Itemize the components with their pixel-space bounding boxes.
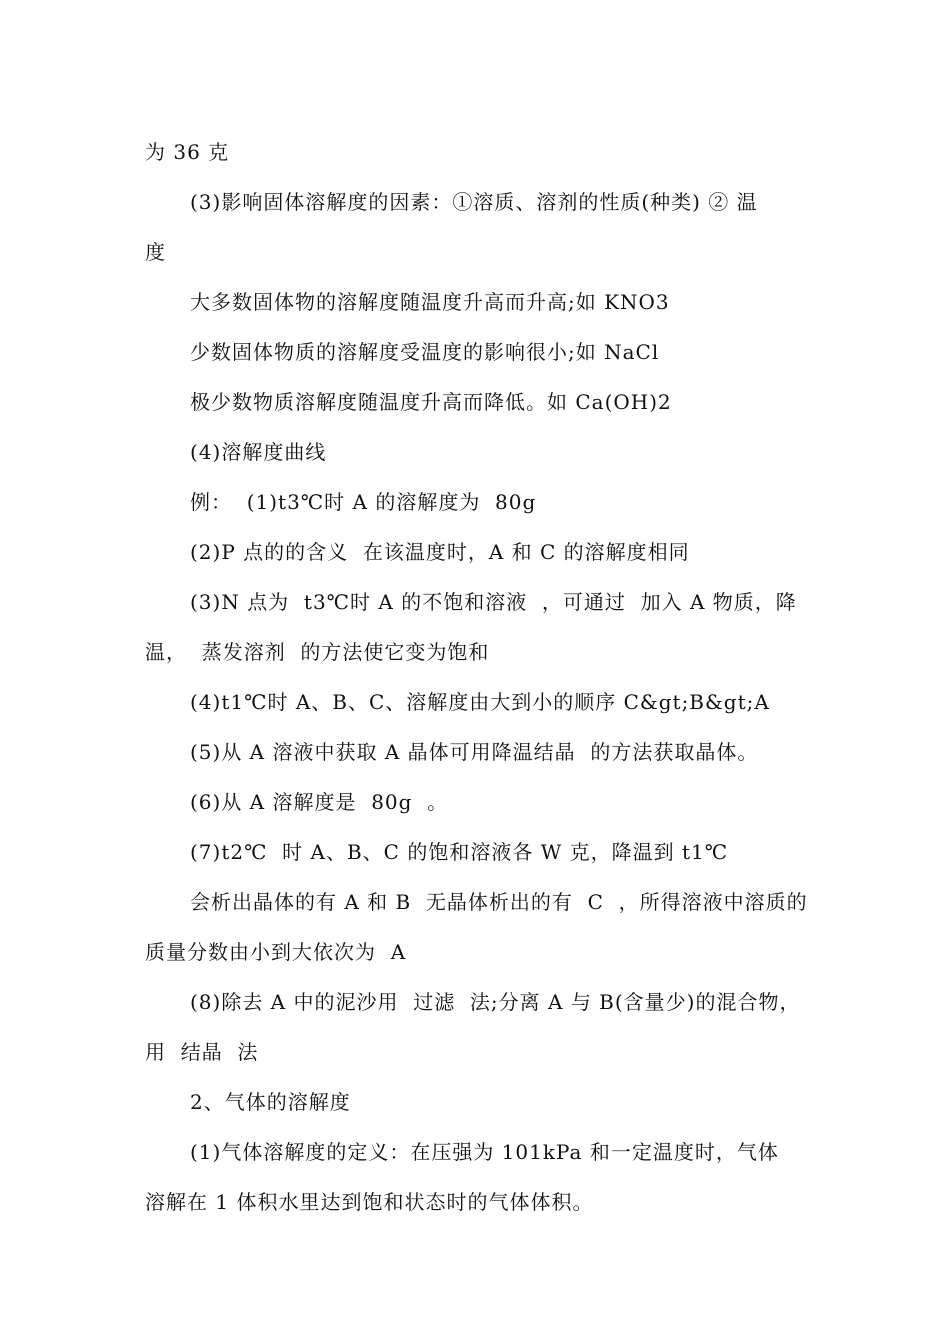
text-line-20: 2、气体的溶解度 [190,1090,351,1114]
text-line-14: (6)从 A 溶解度是 80g 。 [190,790,449,814]
text-line-13: (5)从 A 溶液中获取 A 晶体可用降温结晶 的方法获取晶体。 [190,740,759,764]
text-line-16: 会析出晶体的有 A 和 B 无晶体析出的有 C ，所得溶液中溶质的 [190,890,808,914]
text-line-7: (4)溶解度曲线 [190,440,327,464]
text-line-19: 用 结晶 法 [145,1040,259,1064]
text-line-3: 度 [145,240,166,264]
text-line-22: 溶解在 1 体积水里达到饱和状态时的气体体积。 [145,1190,594,1214]
text-line-6: 极少数物质溶解度随温度升高而降低。如 Ca(OH)2 [190,390,672,414]
text-line-21: (1)气体溶解度的定义：在压强为 101kPa 和一定温度时，气体 [190,1140,779,1164]
text-line-17: 质量分数由小到大依次为 A [145,940,407,964]
text-line-11: 温， 蒸发溶剂 的方法使它变为饱和 [145,640,490,664]
text-line-9: (2)P 点的的含义 在该温度时，A 和 C 的溶解度相同 [190,540,690,564]
text-line-18: (8)除去 A 中的泥沙用 过滤 法;分离 A 与 B(含量少)的混合物， [190,990,801,1014]
text-line-8: 例： (1)t3℃时 A 的溶解度为 80g [190,490,537,514]
text-line-4: 大多数固体物的溶解度随温度升高而升高;如 KNO3 [190,290,670,314]
text-line-5: 少数固体物质的溶解度受温度的影响很小;如 NaCl [190,340,660,364]
text-line-10: (3)N 点为 t3℃时 A 的不饱和溶液 ，可通过 加入 A 物质，降 [190,590,797,614]
text-line-15: (7)t2℃ 时 A、B、C 的饱和溶液各 W 克，降温到 t1℃ [190,840,729,864]
text-line-2: (3)影响固体溶解度的因素：①溶质、溶剂的性质(种类) ② 温 [190,190,758,214]
text-line-1: 为 36 克 [145,140,230,164]
text-line-12: (4)t1℃时 A、B、C、溶解度由大到小的顺序 C&gt;B&gt;A [190,690,770,714]
